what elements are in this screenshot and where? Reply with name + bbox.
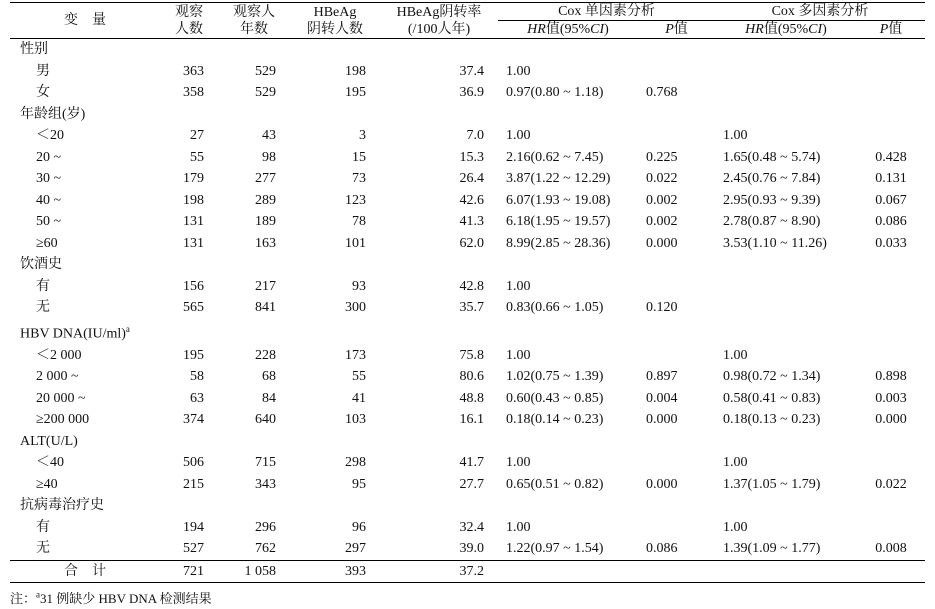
cell-multi-p [857, 452, 925, 474]
header-obs-years-line1: 观察人 [233, 4, 275, 20]
cell-conv-count: 15 [352, 149, 366, 165]
cell-uni-hr: 1.00 [506, 128, 531, 143]
cell-conv-rate: 41.7 [459, 455, 484, 471]
cell-uni-hr: 2.16(0.62 ~ 7.45) [506, 149, 604, 165]
cell-multi-p: 0.033 [875, 235, 907, 251]
cell-obs-years: 277 [255, 171, 276, 186]
group-label [10, 431, 925, 453]
cell-obs-years: 228 [255, 347, 276, 363]
cell-obs-count: 527 [183, 541, 204, 557]
cell-multi-hr [715, 61, 857, 83]
cell-conv-rate: 80.6 [459, 369, 484, 385]
cell-variable: 合 计 [10, 560, 160, 583]
cell-variable: 女 [36, 85, 50, 100]
cell-obs-years: 163 [255, 235, 276, 251]
group-header-row [10, 39, 925, 61]
header-obs-count-line1: 观察 [175, 4, 203, 20]
cell-uni-p: 0.120 [646, 300, 678, 315]
group-header-row [10, 431, 925, 453]
cell-multi-p: 0.131 [875, 171, 907, 186]
cell-multi-p [857, 82, 925, 104]
header-obs-years-line2: 年数 [240, 21, 268, 37]
cell-obs-count: 565 [183, 300, 204, 315]
cell-multi-hr: 0.58(0.41 ~ 0.83) [723, 390, 821, 406]
cell-obs-years: 343 [255, 476, 276, 492]
cell-multi-p: 0.022 [875, 476, 907, 492]
table-row [10, 297, 925, 319]
cell-uni-hr: 1.00 [506, 519, 531, 535]
cell-obs-count: 198 [183, 192, 204, 208]
cell-obs-years: 217 [255, 278, 276, 294]
cell-conv-rate: 42.8 [459, 278, 484, 294]
cell-conv-rate: 48.8 [459, 390, 484, 406]
cell-conv-rate: 42.6 [459, 192, 484, 208]
cell-conv-rate: 27.7 [459, 476, 484, 492]
total-row [10, 560, 925, 583]
cell-conv-rate: 15.3 [459, 149, 484, 165]
cell-conv-count: 198 [345, 63, 366, 79]
table-row [10, 211, 925, 233]
cell-variable: 男 [36, 63, 50, 79]
table-row [10, 388, 925, 410]
cell-obs-count: 63 [190, 390, 204, 406]
header-cox-univariate: Cox 单因素分析 [498, 3, 715, 21]
cell-uni-hr: 0.97(0.80 ~ 1.18) [506, 85, 604, 100]
header-cox-multivariate: Cox 多因素分析 [715, 3, 925, 21]
cell-multi-p [857, 560, 925, 583]
cell-uni-hr: 1.00 [506, 347, 531, 363]
cell-conv-count: 96 [352, 519, 366, 535]
cell-uni-p: 0.225 [646, 149, 678, 165]
cell-multi-hr [715, 560, 857, 583]
cell-conv-rate: 35.7 [459, 300, 484, 315]
cox-analysis-table [10, 2, 925, 583]
cell-obs-count: 27 [190, 128, 204, 143]
cell-uni-p [638, 517, 715, 539]
table-row [10, 345, 925, 367]
cell-multi-hr: 1.37(1.05 ~ 1.79) [723, 476, 821, 492]
cell-conv-rate: 32.4 [459, 519, 484, 535]
cell-obs-count: 179 [183, 171, 204, 186]
cell-multi-hr: 1.65(0.48 ~ 5.74) [723, 149, 821, 165]
table-row [10, 61, 925, 83]
cell-conv-rate: 37.4 [459, 63, 484, 79]
cell-obs-count: 363 [183, 63, 204, 79]
cell-conv-count: 195 [345, 85, 366, 100]
cell-uni-p [638, 125, 715, 147]
header-multi-p: P值 [879, 22, 903, 37]
cell-obs-years: 84 [262, 390, 276, 406]
group-header-row [10, 104, 925, 126]
cell-obs-years: 841 [255, 300, 276, 315]
cell-uni-hr: 0.18(0.14 ~ 0.23) [506, 412, 604, 428]
group-header-row [10, 254, 925, 276]
table-row [10, 409, 925, 431]
footnote-prefix: 注： [10, 591, 37, 607]
table-row [10, 366, 925, 388]
cell-uni-p: 0.004 [646, 390, 678, 406]
cell-multi-p: 0.086 [875, 214, 907, 229]
group-label [10, 104, 925, 126]
cell-variable: 50 ~ [36, 214, 62, 229]
table-row [10, 233, 925, 255]
cell-conv-count: 101 [345, 235, 366, 251]
header-obs-count [160, 3, 218, 39]
cell-conv-count: 173 [345, 347, 366, 363]
cell-uni-p: 0.000 [646, 476, 678, 492]
cell-obs-years: 762 [255, 541, 276, 557]
cell-multi-p: 0.067 [875, 192, 907, 208]
header-multi-hr: HR值(95%CI) [745, 22, 827, 37]
group-label-sup: a [125, 323, 130, 334]
cell-obs-years: 529 [255, 85, 276, 100]
cell-variable: 20 ~ [36, 149, 62, 165]
table-row [10, 538, 925, 560]
cell-obs-count: 58 [190, 369, 204, 385]
cell-obs-count: 721 [160, 560, 218, 583]
cell-multi-p: 0.428 [875, 149, 907, 165]
cell-obs-count: 194 [183, 519, 204, 535]
group-label-text: 饮酒史 [20, 257, 62, 272]
cell-uni-hr: 1.00 [506, 63, 531, 79]
cell-uni-p [638, 345, 715, 367]
cell-uni-hr: 0.65(0.51 ~ 0.82) [506, 476, 604, 492]
group-label-text: 年龄组(岁) [20, 106, 86, 122]
cell-multi-hr [715, 297, 857, 319]
table-row [10, 452, 925, 474]
cell-multi-hr: 1.00 [723, 347, 748, 363]
table-body [10, 39, 925, 583]
cell-uni-hr: 3.87(1.22 ~ 12.29) [506, 171, 611, 186]
cell-conv-rate: 26.4 [459, 171, 484, 186]
regression-table-document [10, 2, 925, 607]
cell-obs-years: 189 [255, 214, 276, 229]
cell-conv-count: 297 [345, 541, 366, 557]
table-row [10, 276, 925, 298]
cell-uni-hr: 1.00 [506, 278, 531, 294]
header-conv-count-line2: 阴转人数 [307, 21, 363, 37]
table-row [10, 190, 925, 212]
cell-multi-p: 0.000 [875, 412, 907, 428]
cell-uni-hr: 6.18(1.95 ~ 19.57) [506, 214, 611, 229]
group-label [10, 495, 925, 517]
header-conv-rate-line1: HBeAg阴转率 [396, 4, 482, 20]
cell-multi-p: 0.008 [875, 541, 907, 557]
cell-obs-years: 715 [255, 455, 276, 471]
cell-conv-count: 95 [352, 476, 366, 492]
cell-variable: 无 [36, 300, 50, 315]
cell-obs-years: 1 058 [218, 560, 290, 583]
header-obs-years [218, 3, 290, 39]
group-label [10, 39, 925, 61]
cell-uni-p: 0.000 [646, 235, 678, 251]
cell-conv-count: 103 [345, 412, 366, 428]
header-obs-count-line2: 人数 [175, 21, 203, 37]
footnote [10, 588, 925, 607]
header-conv-rate [380, 3, 498, 39]
cell-obs-years: 529 [255, 63, 276, 79]
cell-multi-hr: 3.53(1.10 ~ 11.26) [723, 235, 827, 251]
cell-multi-hr [715, 276, 857, 298]
cell-variable: ＜40 [36, 455, 64, 471]
cell-uni-hr: 0.60(0.43 ~ 0.85) [506, 390, 604, 406]
group-header-row [10, 319, 925, 345]
group-label [10, 254, 925, 276]
cell-variable: 有 [36, 519, 50, 535]
cell-obs-count: 156 [183, 278, 204, 294]
cell-conv-rate: 41.3 [459, 214, 484, 229]
group-label [10, 319, 925, 345]
table-row [10, 474, 925, 496]
cell-obs-count: 131 [183, 235, 204, 251]
cell-obs-years: 98 [262, 149, 276, 165]
cell-uni-p [638, 276, 715, 298]
cell-uni-hr: 6.07(1.93 ~ 19.08) [506, 192, 611, 208]
cell-conv-rate: 62.0 [459, 235, 484, 251]
cell-multi-p [857, 276, 925, 298]
cell-conv-rate: 36.9 [459, 85, 484, 100]
group-label-text: ALT(U/L) [20, 433, 78, 449]
group-header-row [10, 495, 925, 517]
cell-multi-p [857, 517, 925, 539]
cell-multi-p [857, 61, 925, 83]
cell-uni-p: 0.897 [646, 369, 678, 385]
cell-uni-hr: 0.83(0.66 ~ 1.05) [506, 300, 604, 315]
table-row [10, 125, 925, 147]
cell-obs-count: 131 [183, 214, 204, 229]
cell-uni-p: 0.002 [646, 192, 678, 208]
cell-obs-count: 195 [183, 347, 204, 363]
cell-multi-hr: 2.45(0.76 ~ 7.84) [723, 171, 821, 186]
cell-multi-p [857, 297, 925, 319]
cell-multi-hr: 1.39(1.09 ~ 1.77) [723, 541, 821, 557]
cell-variable: ≥200 000 [36, 412, 90, 428]
cell-conv-count: 300 [345, 300, 366, 315]
cell-multi-hr: 0.98(0.72 ~ 1.34) [723, 369, 821, 385]
cell-obs-years: 68 [262, 369, 276, 385]
cell-conv-rate: 37.2 [380, 560, 498, 583]
footnote-sup: a [36, 589, 41, 600]
cell-obs-count: 374 [183, 412, 204, 428]
header-uni-p: P值 [665, 22, 688, 37]
cell-conv-rate: 75.8 [459, 347, 484, 363]
cell-multi-hr: 1.00 [723, 455, 748, 471]
cell-obs-years: 640 [255, 412, 276, 428]
cell-multi-p [857, 345, 925, 367]
cell-conv-count: 3 [359, 128, 366, 143]
header-conv-rate-line2: (/100人年) [407, 21, 471, 37]
footnote-text: 31 例缺少 HBV DNA 检测结果 [40, 591, 212, 607]
cell-variable: ＜2 000 [36, 347, 82, 363]
cell-uni-p [638, 560, 715, 583]
cell-multi-hr: 0.18(0.13 ~ 0.23) [723, 412, 821, 428]
cell-conv-count: 393 [290, 560, 380, 583]
cell-multi-hr: 1.00 [723, 519, 748, 535]
cell-multi-hr: 2.95(0.93 ~ 9.39) [723, 192, 821, 208]
cell-variable: 有 [36, 278, 50, 294]
cell-uni-hr: 1.02(0.75 ~ 1.39) [506, 369, 604, 385]
cell-uni-hr: 1.00 [506, 455, 531, 471]
header-row-1 [10, 3, 925, 21]
group-label-text: HBV DNA(IU/ml) [20, 326, 126, 342]
cell-uni-hr [498, 560, 638, 583]
cell-obs-count: 215 [183, 476, 204, 492]
cell-multi-hr: 1.00 [723, 128, 748, 143]
cell-obs-years: 289 [255, 192, 276, 208]
table-row [10, 147, 925, 169]
cell-obs-years: 296 [255, 519, 276, 535]
header-conv-count [290, 3, 380, 39]
table-row [10, 82, 925, 104]
cell-conv-count: 41 [352, 390, 366, 406]
cell-conv-count: 93 [352, 278, 366, 294]
cell-multi-p [857, 125, 925, 147]
group-label-text: 性别 [20, 42, 48, 57]
cell-multi-hr: 2.78(0.87 ~ 8.90) [723, 214, 821, 229]
cell-conv-rate: 16.1 [459, 412, 484, 428]
group-label-text: 抗病毒治疗史 [20, 498, 104, 514]
cell-uni-p: 0.086 [646, 541, 678, 557]
header-conv-count-line1: HBeAg [313, 4, 357, 20]
cell-obs-count: 358 [183, 85, 204, 100]
cell-multi-hr [715, 82, 857, 104]
cell-conv-count: 123 [345, 192, 366, 208]
cell-conv-count: 78 [352, 214, 366, 229]
cell-uni-p [638, 61, 715, 83]
cell-variable: 40 ~ [36, 192, 62, 208]
cell-uni-hr: 8.99(2.85 ~ 28.36) [506, 235, 611, 251]
cell-variable: 20 000 ~ [36, 390, 86, 406]
table-row [10, 517, 925, 539]
cell-conv-count: 73 [352, 171, 366, 186]
cell-variable: ≥60 [36, 235, 58, 251]
cell-multi-p: 0.003 [875, 390, 907, 406]
cell-uni-hr: 1.22(0.97 ~ 1.54) [506, 541, 604, 557]
cell-conv-count: 55 [352, 369, 366, 385]
header-variable: 变 量 [10, 3, 160, 39]
cell-uni-p: 0.000 [646, 412, 678, 428]
cell-conv-rate: 7.0 [466, 128, 484, 143]
cell-uni-p: 0.002 [646, 214, 678, 229]
cell-uni-p [638, 452, 715, 474]
cell-obs-count: 55 [190, 149, 204, 165]
cell-conv-rate: 39.0 [459, 541, 484, 557]
cell-obs-count: 506 [183, 455, 204, 471]
cell-variable: 无 [36, 541, 50, 557]
cell-conv-count: 298 [345, 455, 366, 471]
table-row [10, 168, 925, 190]
cell-uni-p: 0.768 [646, 85, 678, 100]
cell-variable: ＜20 [36, 128, 64, 143]
header-uni-hr: HR值(95%CI) [527, 22, 609, 37]
cell-variable: ≥40 [36, 476, 58, 492]
cell-variable: 2 000 ~ [36, 369, 79, 385]
cell-variable: 30 ~ [36, 171, 62, 186]
cell-obs-years: 43 [262, 128, 276, 143]
cell-multi-p: 0.898 [875, 369, 907, 385]
cell-uni-p: 0.022 [646, 171, 678, 186]
